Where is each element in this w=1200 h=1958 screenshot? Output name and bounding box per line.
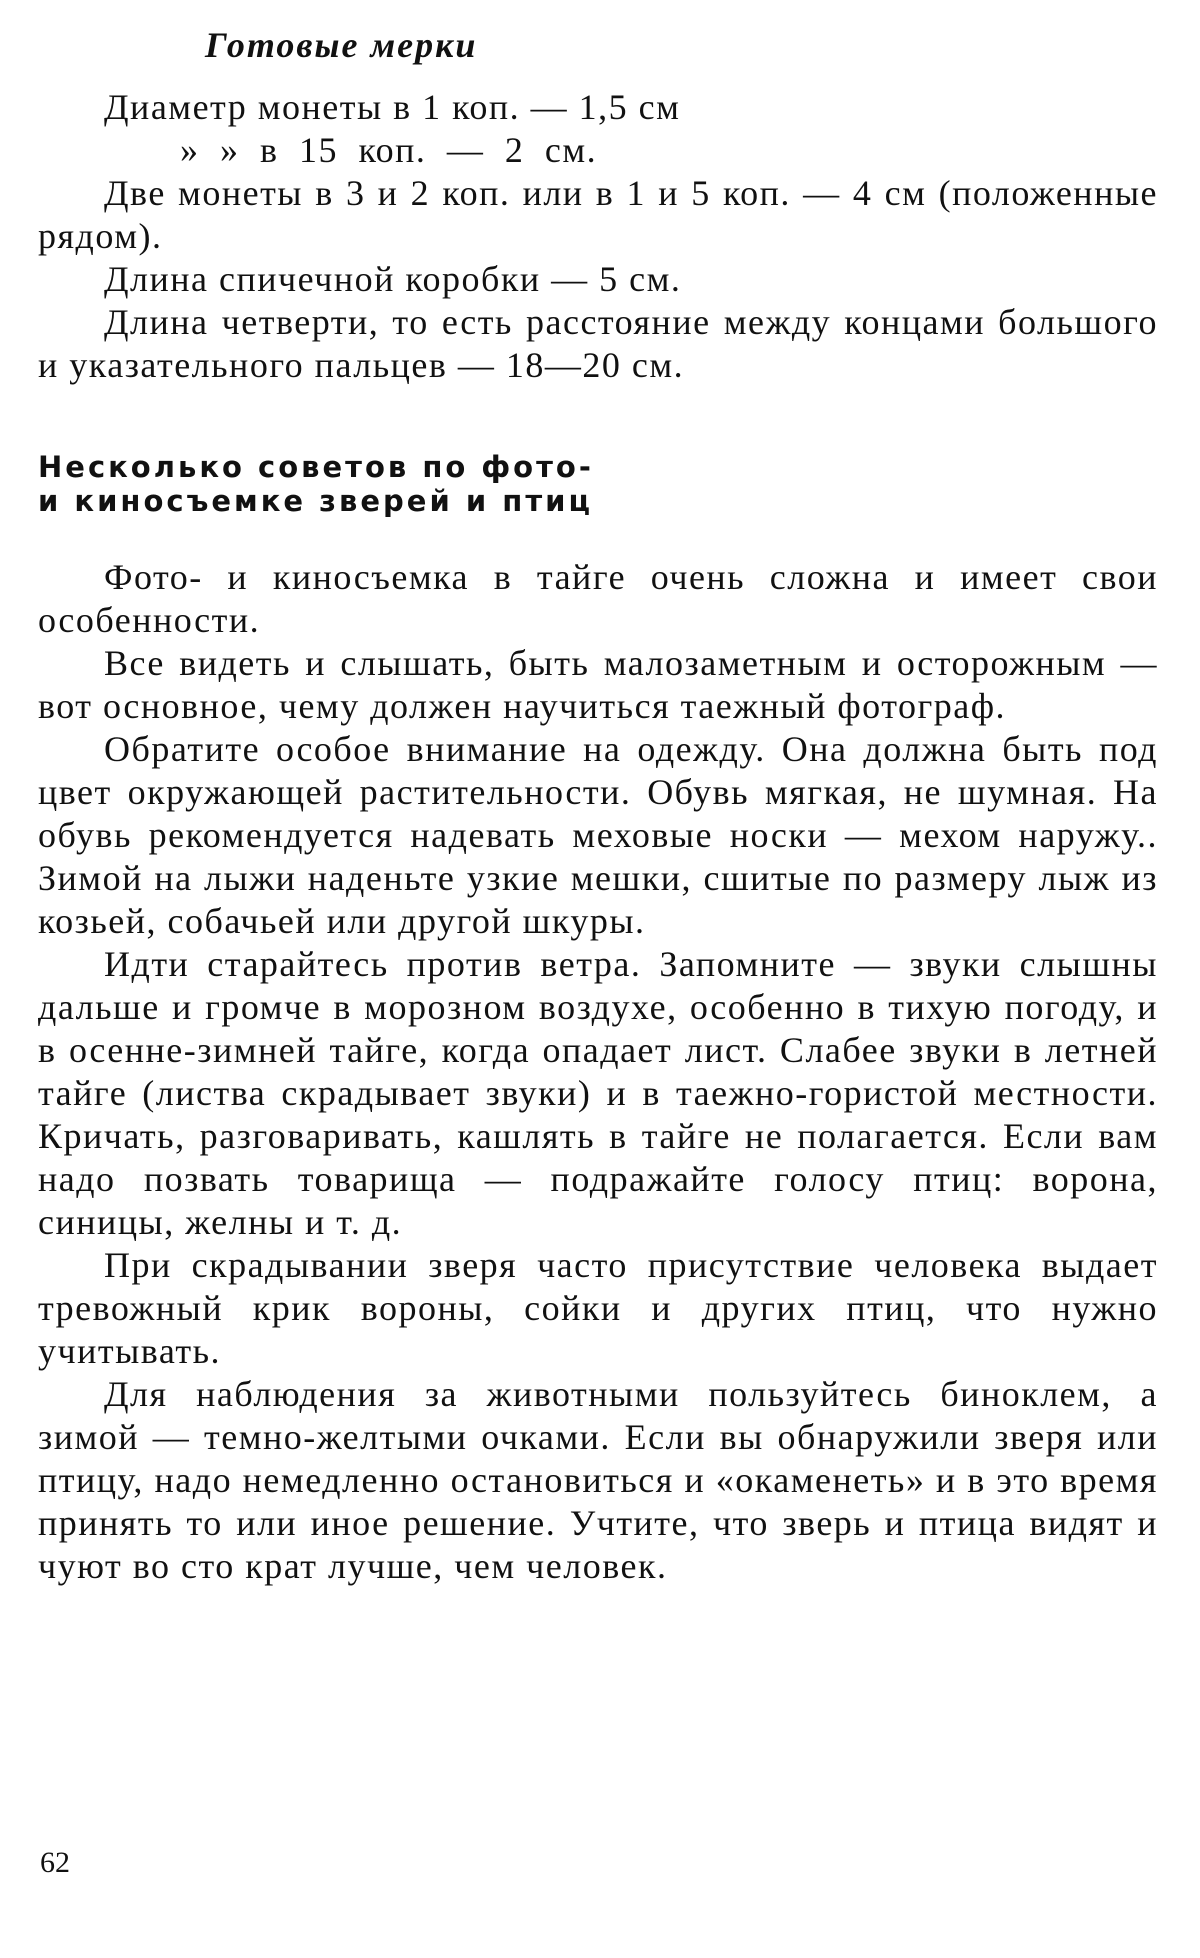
section-heading-line: и киносъемке зверей и птиц (38, 484, 593, 518)
measure-line: Длина четверти, то есть расстояние между концами большого и указательного пальцев — 18—20 см. (38, 302, 1158, 385)
page-number: 62 (40, 1846, 70, 1879)
paragraph: При скрадывании зверя часто присутствие человека выдает тревожный крик вороны, сойки и других птиц, что нужно учитывать. (38, 1245, 1158, 1371)
measure-line: Длина спичечной коробки — 5 см. (104, 259, 682, 299)
paragraph: Обратите особое внимание на одежду. Она должна быть под цвет окружающей растительности. Обувь мягкая, не шумная. На обувь рекомендуется надевать меховые носки — мехом наружу.. Зимой на лыжи наденьте узкие мешки, сшитые по размеру лыж из козьей, собачьей или другой шкуры. (38, 729, 1158, 941)
section-heading (38, 450, 594, 518)
measures-list (38, 86, 1158, 387)
measures-heading: Готовые мерки (205, 25, 478, 65)
paragraph: Для наблюдения за животными пользуйтесь биноклем, а зимой — темно-желтыми очками. Если вы обнаружили зверя или птицу, надо немедленно остановиться и «окаменеть» и в это время принять то или иное решение. Учтите, что зверь и птица видят и чуют во сто крат лучше, чем человек. (38, 1374, 1158, 1586)
measure-line: Две монеты в 3 и 2 коп. или в 1 и 5 коп. — 4 см (положенные рядом). (38, 173, 1158, 256)
paragraph: Идти старайтесь против ветра. Запомните — звуки слышны дальше и громче в морозном воздухе, особенно в тихую погоду, и в осенне-зимней тайге, когда опадает лист. Слабее звуки в летней тайге (листва скрадывает звуки) и в таежно-гористой местности. Кричать, разговаривать, кашлять в тайге не полагается. Если вам надо позвать товарища — подражайте голосу птиц: ворона, синицы, желны и т. д. (38, 944, 1158, 1242)
measure-line: Диаметр монеты в 1 коп. — 1,5 см (104, 87, 681, 127)
measure-line: » » в 15 коп. — 2 см. (180, 130, 598, 170)
section-body (38, 556, 1158, 1588)
paragraph: Все видеть и слышать, быть малозаметным и осторожным — вот основное, чему должен научиться таежный фотограф. (38, 643, 1158, 726)
paragraph: Фото- и киносъемка в тайге очень сложна и имеет свои особенности. (38, 557, 1158, 640)
section-heading-line: Несколько советов по фото- (38, 450, 594, 484)
